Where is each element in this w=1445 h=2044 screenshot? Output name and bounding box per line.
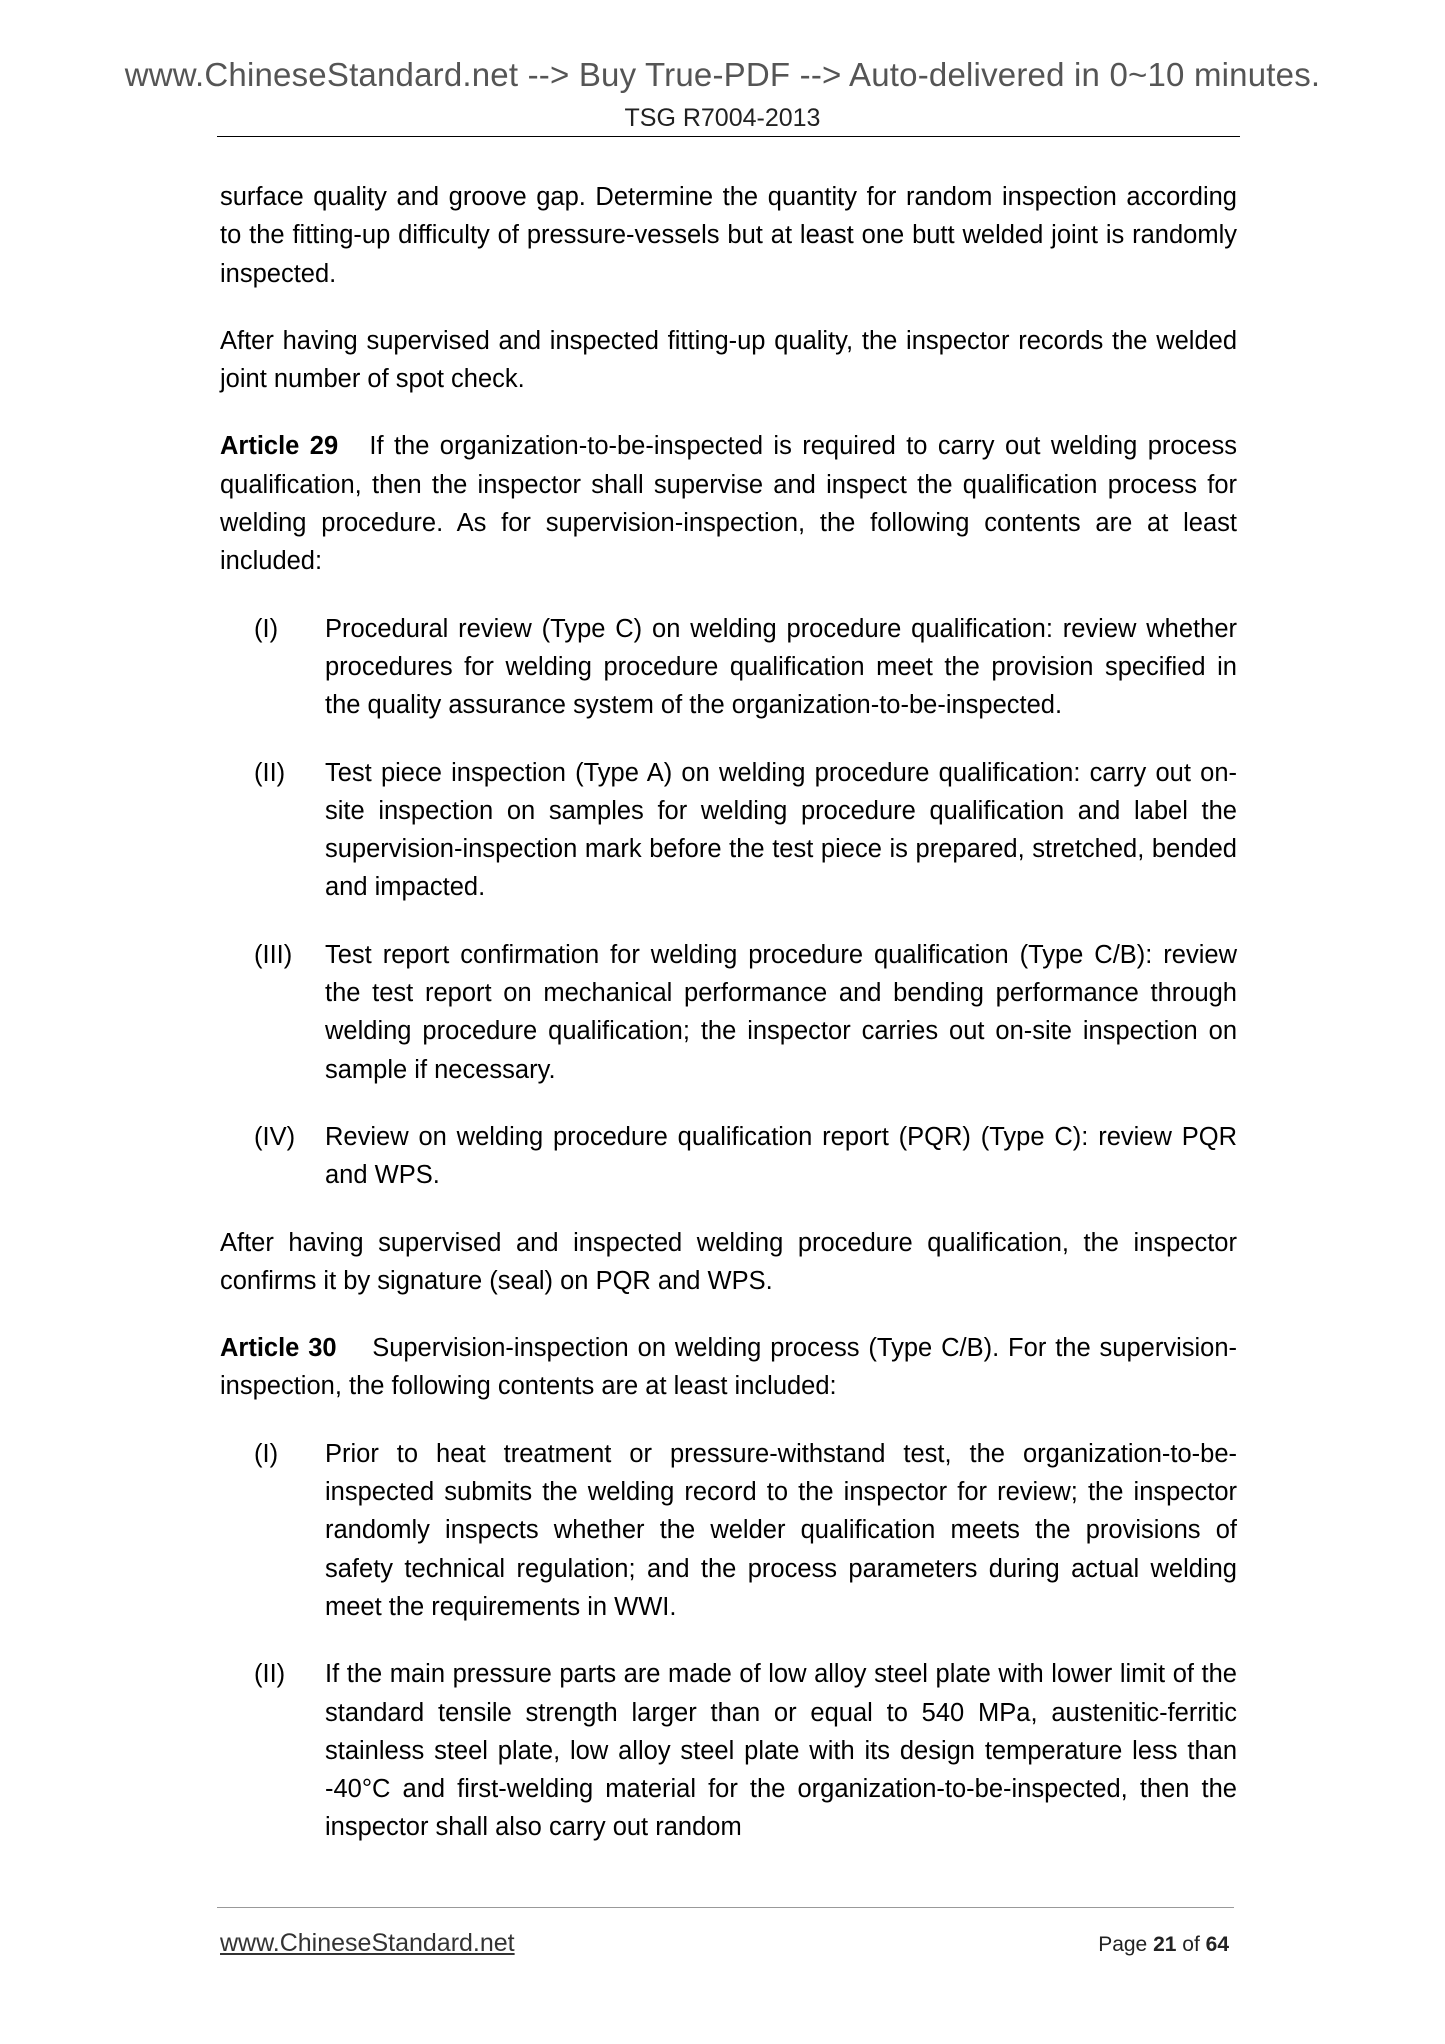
list-item-number: (II) bbox=[254, 1660, 286, 1689]
page-of: of bbox=[1182, 1933, 1200, 1956]
page-prefix: Page bbox=[1098, 1933, 1148, 1956]
list-item bbox=[220, 1655, 1237, 1846]
list-item-text: Review on welding procedure qualification report (PQR) (Type C): review PQR and WPS. bbox=[325, 1122, 1237, 1190]
list-item bbox=[220, 1435, 1237, 1626]
header-divider bbox=[217, 136, 1240, 137]
paragraph-fitting-up-record: After having supervised and inspected fitting-up quality, the inspector records the welded joint number of spot check. bbox=[220, 326, 1237, 394]
list-item-text: Prior to heat treatment or pressure-withstand test, the organization-to-be-inspected submits the welding record to the inspector for review; the inspector randomly inspects whether the welder qualification meets the provisions of safety technical regulation; and the process parameters during actual welding meet the requirements in WWI. bbox=[325, 1439, 1237, 1621]
page-current: 21 bbox=[1153, 1933, 1177, 1956]
list-item-number: (II) bbox=[254, 758, 286, 787]
list-item-text: Test piece inspection (Type A) on welding procedure qualification: carry out on-site inspection on samples for welding procedure qualification and label the supervision-inspection mark before the test piece is prepared, stretched, bended and impacted. bbox=[325, 758, 1237, 902]
footer-divider bbox=[217, 1907, 1234, 1908]
purchase-banner: www.ChineseStandard.net --> Buy True-PDF --> Auto-delivered in 0~10 minutes. bbox=[124, 56, 1321, 93]
article-29-text: If the organization-to-be-inspected is required to carry out welding process qualification, then the inspector shall supervise and inspect the qualification process for welding procedure. As for supervision-inspection, the following contents are at least included: bbox=[220, 432, 1237, 576]
standard-code-header: TSG R7004-2013 bbox=[624, 104, 821, 132]
page-body bbox=[220, 178, 1237, 1876]
article-29-label: Article 29 bbox=[220, 432, 339, 461]
footer-website-link[interactable]: www.ChineseStandard.net bbox=[220, 1929, 515, 1957]
list-item-number: (IV) bbox=[254, 1122, 296, 1151]
page-number bbox=[1098, 1933, 1229, 1957]
page-total: 64 bbox=[1205, 1933, 1229, 1956]
list-item bbox=[220, 1118, 1237, 1195]
list-item-number: (I) bbox=[254, 1439, 279, 1468]
list-item-text: If the main pressure parts are made of low alloy steel plate with lower limit of the standard tensile strength larger than or equal to 540 MPa, austenitic-ferritic stainless steel plate, low alloy steel plate with its design temperature less than -40°C and first-welding material for the organization-to-be-inspected, then the inspector shall also carry out random bbox=[325, 1660, 1237, 1842]
list-item bbox=[220, 936, 1237, 1089]
list-item-number: (I) bbox=[254, 614, 279, 643]
article-30-label: Article 30 bbox=[220, 1334, 337, 1363]
list-item bbox=[220, 610, 1237, 725]
list-item-text: Test report confirmation for welding procedure qualification (Type C/B): review the test report on mechanical performance and bending performance through welding procedure qualification; the inspector carries out on-site inspection on sample if necessary. bbox=[325, 940, 1237, 1084]
list-item-text: Procedural review (Type C) on welding procedure qualification: review whether procedures for welding procedure qualification meet the provision specified in the quality assurance system of the organization-to-be-inspected. bbox=[325, 614, 1237, 720]
article-30-text: Supervision-inspection on welding process (Type C/B). For the supervision-inspection, the following contents are at least included: bbox=[220, 1334, 1238, 1401]
article-29 bbox=[220, 427, 1237, 580]
list-item bbox=[220, 754, 1237, 907]
article-30 bbox=[220, 1329, 1237, 1406]
list-item-number: (III) bbox=[254, 940, 293, 969]
article-29-closing: After having supervised and inspected welding procedure qualification, the inspector confirms it by signature (seal) on PQR and WPS. bbox=[220, 1228, 1237, 1295]
paragraph-fitting-up-quantity: surface quality and groove gap. Determine the quantity for random inspection according to the fitting-up difficulty of pressure-vessels but at least one butt welded joint is randomly inspected. bbox=[220, 183, 1237, 288]
